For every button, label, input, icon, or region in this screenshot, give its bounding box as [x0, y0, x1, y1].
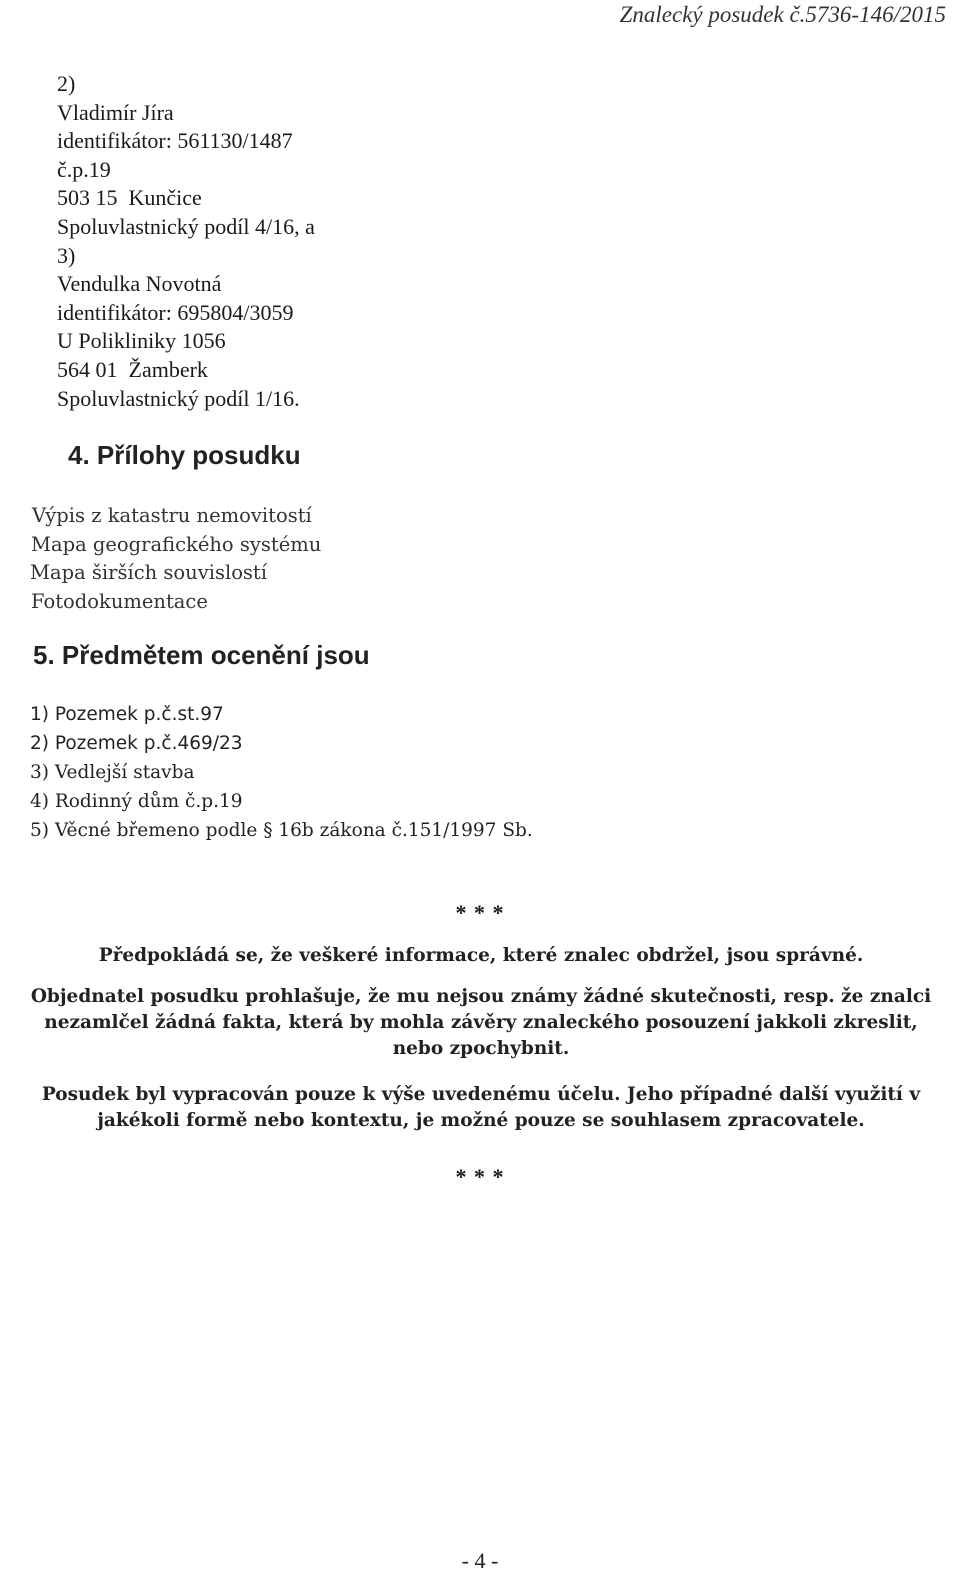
owner-line: Spoluvlastnický podíl 4/16, a: [57, 213, 315, 239]
owner-line: 564 01 Žamberk: [57, 356, 208, 382]
attachment-item: Výpis z katastru nemovitostí: [32, 504, 312, 527]
owner-line: 503 15 Kunčice: [57, 185, 202, 211]
owner-line: Vladimír Jíra: [57, 99, 174, 125]
attachment-item: Mapa geografického systému: [31, 532, 322, 556]
owner-line: 3): [57, 242, 76, 268]
document-header: Znalecký posudek č.5736-146/2015: [619, 2, 946, 27]
subject-item: 1) Pozemek p.č.st.97: [30, 704, 224, 725]
attachment-item: Mapa širších souvislostí: [30, 561, 268, 585]
owner-line: identifikátor: 695804/3059: [57, 299, 294, 325]
section-5-heading: 5. Předmětem ocenění jsou: [33, 640, 370, 670]
subject-item: 4) Rodinný dům č.p.19: [30, 791, 243, 812]
statement-accuracy: Předpokládá se, že veškeré informace, které znalec obdržel, jsou správné.: [98, 945, 864, 966]
separator-stars: * * *: [455, 900, 505, 925]
subject-item: 5) Věcné břemeno podle § 16b zákona č.151/1997 Sb.: [30, 820, 533, 841]
statement-client: Objednatel posudku prohlašuje, že mu nejsou známy žádné skutečnosti, resp. že znalci nezamlčel žádná fakta, která by mohla závěry znaleckého posouzení jakkoli zkreslit, nebo zpochybnit.: [30, 986, 932, 1059]
owners-list: [57, 70, 315, 413]
attachments-list: [30, 502, 321, 616]
owner-line: Spoluvlastnický podíl 1/16.: [57, 385, 300, 411]
page-number: - 4 -: [461, 1548, 499, 1573]
owner-line: identifikátor: 561130/1487: [57, 128, 293, 154]
statement-usage: Posudek byl vypracován pouze k výše uvedenému účelu. Jeho případné další využití v jakékoli formě nebo kontextu, je možné pouze se souhlasem zpracovatele.: [41, 1084, 921, 1131]
owner-line: Vendulka Novotná: [57, 271, 222, 297]
valuation-subjects-list: [30, 700, 533, 845]
owner-line: 2): [57, 71, 76, 96]
subject-item: 2) Pozemek p.č.469/23: [30, 733, 243, 754]
separator-stars: * * *: [455, 1164, 505, 1189]
subject-item: 3) Vedlejší stavba: [30, 762, 195, 783]
paragraph-symbol: §: [263, 820, 273, 841]
owner-line: č.p.19: [57, 156, 111, 182]
owner-line: U Polikliniky 1056: [57, 328, 226, 354]
attachment-item: Fotodokumentace: [31, 589, 208, 613]
section-4-heading: 4. Přílohy posudku: [68, 440, 301, 470]
